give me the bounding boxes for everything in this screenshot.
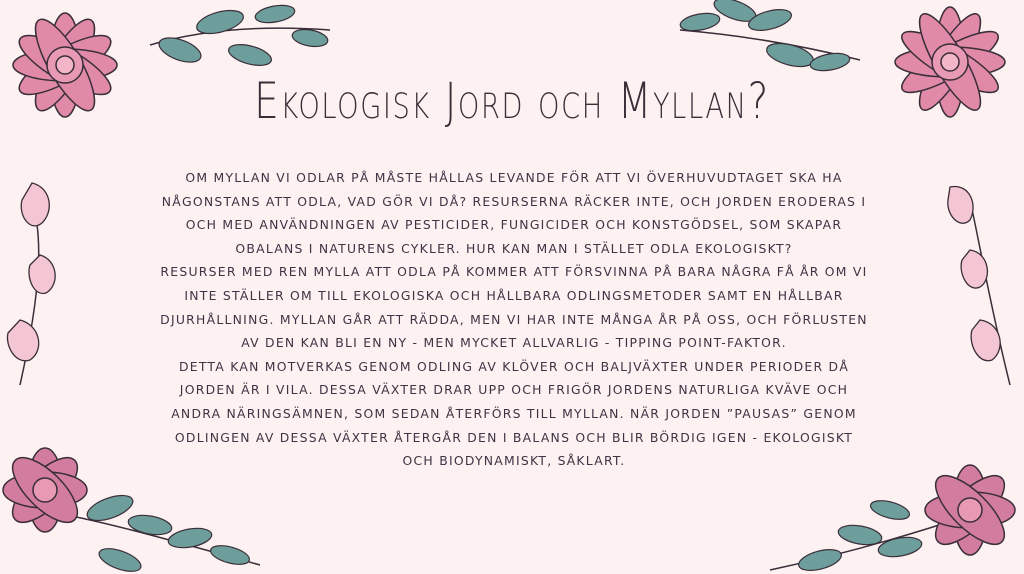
flower-icon-top-right — [860, 0, 1024, 160]
tulip-icon-left — [0, 175, 85, 395]
leaf-branch-icon-top-left — [140, 0, 340, 80]
flower-icon-bottom-right — [760, 455, 1024, 574]
tulip-icon-right — [940, 175, 1024, 395]
flower-icon-top-left — [0, 0, 170, 160]
paragraph-1: OM MYLLAN VI ODLAR PÅ MÅSTE HÅLLAS LEVANDE FÖR ATT VI ÖVERHUVUDTAGET SKA HA NÅGONSTANS ATT ODLA, VAD GÖR VI DÅ? RESURSERNA RÄCKER INTE, OCH JORDEN ERODERAS I OCH MED ANVÄNDNINGEN AV PESTICIDER, FUNGICIDER OCH KONSTGÖDSEL, SOM SKAPAR OBALANS I NATURENS CYKLER. HUR KAN MAN I STÄLLET ODLA EKOLOGISKT? — [161, 170, 867, 256]
paragraph-3: DETTA KAN MOTVERKAS GENOM ODLING AV KLÖVER OCH BALJVÄXTER UNDER PERIODER DÅ JORDEN ÄR I VILA. DESSA VÄXTER DRAR UPP OCH FRIGÖR JORDENS NATURLIGA KVÄVE OCH ANDRA NÄRINGSÄMNEN, SOM SEDAN ÅTERFÖRS TILL MYLLAN. NÄR JORDEN ”PAUSAS” GENOM ODLINGEN AV DESSA VÄXTER ÅTERGÅR DEN I BALANS OCH BLIR BÖRDIG IGEN - EKOLOGISKT OCH BIODYNAMISKT, SÅKLART. — [171, 358, 857, 469]
paragraph-2: RESURSER MED REN MYLLA ATT ODLA PÅ KOMMER ATT FÖRSVINNA PÅ BARA NÅGRA FÅ ÅR OM VI INTE STÄLLER OM TILL EKOLOGISKA OCH HÅLLBARA ODLINGSMETODER SAMT EN HÅLLBAR DJURHÅLLNING. MYLLAN GÅR ATT RÄDDA, MEN VI HAR INTE MÅNGA ÅR PÅ OSS, OCH FÖRLUSTEN AV DEN KAN BLI EN NY - MEN MYCKET ALLVARLIG - TIPPING POINT-FAKTOR. — [160, 264, 868, 351]
slide-title: Ekologisk Jord och Myllan? — [254, 72, 770, 130]
slide-body — [158, 166, 870, 473]
